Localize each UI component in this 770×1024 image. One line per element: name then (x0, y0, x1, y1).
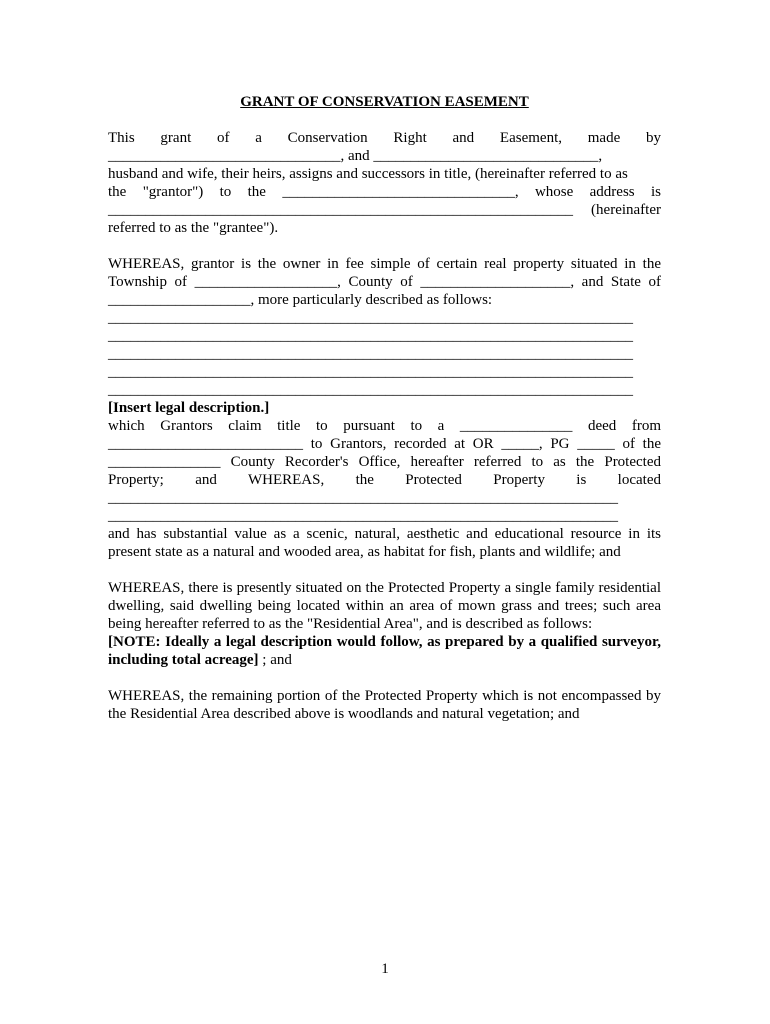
paragraph-grant (108, 129, 661, 237)
surveyor-note-bold: including total acreage] (108, 652, 259, 668)
remaining-line-1: WHEREAS, the remaining portion of the Protected Property which is not encompassed by (108, 688, 661, 704)
location-blank-line: ____________________________________________________________________ (108, 490, 618, 506)
residential-line-1: WHEREAS, there is presently situated on the Protected Property a single family residential (108, 580, 661, 596)
grant-line-1: This grant of a Conservation Right and Easement, made by (108, 130, 661, 146)
claim-line-2: __________________________ to Grantors, recorded at OR _____, PG _____ of the (108, 436, 661, 452)
paragraph-whereas-owner (108, 255, 661, 399)
claim-line-5: and has substantial value as a scenic, natural, aesthetic and educational resource in its (108, 526, 661, 542)
grant-line-6: referred to as the "grantee"). (108, 220, 279, 236)
surveyor-note-line-1: [NOTE: Ideally a legal description would follow, as prepared by a qualified surveyor, (108, 634, 661, 650)
grant-line-4: the "grantor") to the _______________________________, whose address is (108, 184, 661, 200)
claim-line-1: which Grantors claim title to pursuant to a _______________ deed from (108, 418, 661, 434)
remaining-line-2: the Residential Area described above is woodlands and natural vegetation; and (108, 706, 580, 722)
owner-line-1: WHEREAS, grantor is the owner in fee simple of certain real property situated in the (108, 256, 661, 272)
claim-line-6: present state as a natural and wooded area, as habitat for fish, plants and wildlife; and (108, 544, 621, 560)
residential-line-3: being hereafter referred to as the "Residential Area", and is described as follows: (108, 616, 593, 632)
location-blank-line: ____________________________________________________________________ (108, 508, 618, 524)
claim-line-4: Property; and WHEREAS, the Protected Property is located (108, 472, 661, 488)
owner-line-3: ___________________, more particularly described as follows: (108, 292, 493, 308)
paragraph-remaining-portion (108, 687, 661, 723)
surveyor-note-tail: ; and (258, 652, 292, 668)
grant-line-2: _______________________________, and ______________________________, (108, 148, 603, 164)
description-blank-line: ______________________________________________________________________ (108, 346, 633, 362)
description-blank-line: ______________________________________________________________________ (108, 310, 633, 326)
description-blank-line: ______________________________________________________________________ (108, 382, 633, 398)
description-blank-line: ______________________________________________________________________ (108, 328, 633, 344)
paragraph-residential-area (108, 579, 661, 669)
claim-line-3: _______________ County Recorder's Office, hereafter referred to as the Protected (108, 454, 661, 470)
residential-line-2: dwelling, said dwelling being located within an area of mown grass and trees; such area (108, 598, 661, 614)
document-body (108, 93, 661, 723)
paragraph-title-claim (108, 417, 661, 561)
surveyor-note-line-2 (108, 651, 661, 669)
document-title: GRANT OF CONSERVATION EASEMENT (240, 94, 529, 110)
description-blank-line: ______________________________________________________________________ (108, 364, 633, 380)
insert-legal-description-note: [Insert legal description.] (108, 400, 270, 416)
page-number: 1 (381, 961, 389, 977)
grant-line-3: husband and wife, their heirs, assigns and successors in title, (hereinafter referred to as (108, 166, 628, 182)
owner-line-2: Township of ___________________, County of ____________________, and State of (108, 274, 661, 290)
grant-line-5: ______________________________________________________________ (hereinafter (108, 202, 661, 218)
